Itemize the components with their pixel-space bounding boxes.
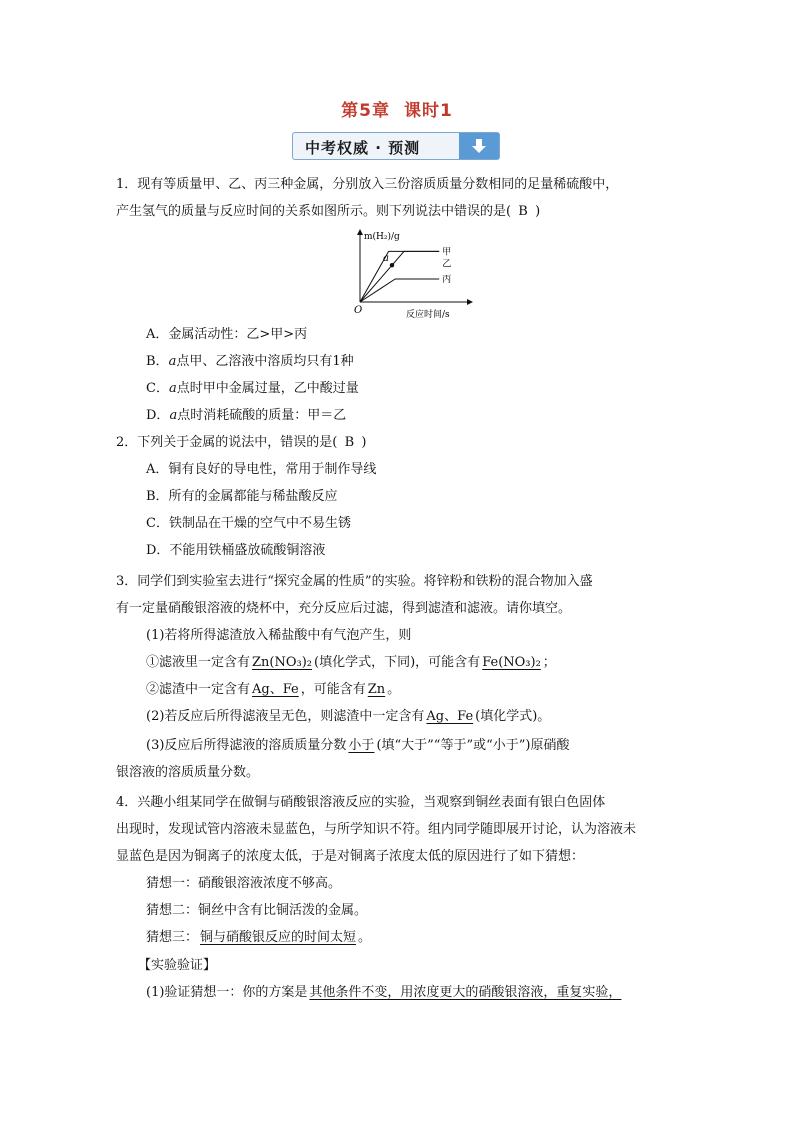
series-label-1: 甲 (442, 247, 452, 258)
q3-part3-line2: 银溶液的溶质质量分数。 (116, 765, 260, 780)
q3-stem-line1: 3．同学们到实验室去进行“探究金属的性质”的实验。将锌粉和铁粉的混合物加入盛 (116, 574, 593, 589)
answer-blank: 铜与硝酸银反应的时间太短 (200, 930, 357, 945)
q1-option-d: D．a点时消耗硫酸的质量：甲＝乙 (146, 408, 347, 423)
hydrogen-chart (340, 226, 480, 322)
lesson-label: 课时1 (404, 101, 453, 121)
answer-blank: Ag、Fe (426, 709, 474, 724)
series-line-3 (360, 279, 439, 302)
q4-guess1: 猜想一：硝酸银溶液浓度不够高。 (146, 876, 342, 891)
point-a (390, 263, 394, 267)
banner-label: 中考权威 · 预测 (305, 139, 421, 157)
q3-stem-line2: 有一定量硝酸银溶液的烧杯中，充分反应后过滤，得到滤渣和滤液。请你填空。 (116, 601, 572, 616)
prediction-banner (292, 132, 500, 160)
q4-guess3: 猜想三： 铜与硝酸银反应的时间太短 。 (146, 930, 372, 945)
x-axis-arrow (467, 299, 473, 305)
q1-option-b: B．a点甲、乙溶液中溶质均只有1种 (146, 354, 354, 369)
y-axis-arrow (357, 229, 363, 235)
q1-answer: B (518, 204, 528, 219)
q1-stem-line1: 1．现有等质量甲、乙、丙三种金属，分别放入三份溶质质量分数相同的足量稀硫酸中， (116, 177, 619, 192)
answer-blank: Zn(NO₃)₂ (252, 655, 313, 670)
q3-part2: (2)若反应后所得滤液呈无色，则滤渣中一定含有 Ag、Fe (填化学式)。 (146, 709, 551, 724)
y-axis-label: m(H₂)/g (364, 232, 400, 242)
answer-blank: 其他条件不变，用浓度更大的硝酸银溶液，重复实验， (309, 985, 622, 1000)
x-axis-label: 反应时间/s (406, 310, 450, 320)
q2-option-c: C．铁制品在干燥的空气中不易生锈 (146, 516, 351, 531)
series-label-3: 丙 (442, 275, 452, 285)
q3-part1b: ②滤渣中一定含有 Ag、Fe ，可能含有 Zn 。 (146, 682, 401, 697)
answer-blank: Fe(NO₃)₂ (482, 655, 541, 670)
page-title (0, 96, 794, 121)
q4-stem-line2: 出现时，发现试管内溶液未显蓝色，与所学知识不符。组内同学随即展开讨论，认为溶液未 (116, 822, 637, 837)
answer-blank: 小于 (348, 738, 375, 753)
q3-part3: (3)反应后所得滤液的溶质质量分数 小于 (填“大于”“等于”或“小于”)原硝酸 (146, 738, 570, 753)
q2-answer: B (344, 435, 355, 450)
q4-verify1: (1)验证猜想一：你的方案是 其他条件不变，用浓度更大的硝酸银溶液，重复实验， (146, 985, 622, 1000)
q2-option-b: B．所有的金属都能与稀盐酸反应 (146, 489, 338, 504)
q4-stem-line3: 显蓝色是因为铜离子的浓度太低，于是对铜离子浓度太低的原因进行了如下猜想： (116, 849, 585, 864)
q3-part1: (1)若将所得滤渣放入稀盐酸中有气泡产生，则 (146, 628, 412, 643)
q2-option-d: D．不能用铁桶盛放硫酸铜溶液 (146, 543, 326, 558)
series-label-2: 乙 (442, 259, 452, 270)
chapter-label: 第5章 (341, 101, 390, 121)
down-arrow-icon (471, 138, 487, 154)
answer-blank: Ag、Fe (252, 682, 299, 697)
q3-part1a: ①滤液里一定含有 Zn(NO₃)₂ (填化学式，下同)，可能含有 Fe(NO₃)₂ ； (146, 655, 556, 670)
q1-option-a: A．金属活动性：乙>甲>丙 (146, 327, 308, 342)
q4-stem-line1: 4．兴趣小组某同学在做铜与硝酸银溶液反应的实验，当观察到铜丝表面有银白色固体 (116, 795, 606, 810)
q2-stem: 2．下列关于金属的说法中，错误的是( B ) (116, 435, 367, 450)
origin-label: O (354, 305, 363, 316)
q4-section-heading: 【实验验证】 (138, 958, 217, 973)
answer-blank: Zn (367, 682, 386, 697)
q4-guess2: 猜想二：铜丝中含有比铜活泼的金属。 (146, 903, 368, 918)
q1-stem-line2: 产生氢气的质量与反应时间的关系如图所示。则下列说法中错误的是( B ) (116, 204, 541, 219)
q1-option-c: C．a点时甲中金属过量，乙中酸过量 (146, 381, 359, 396)
point-a-label: a (383, 253, 389, 265)
q2-option-a: A．铜有良好的导电性，常用于制作导线 (146, 462, 377, 477)
expand-button[interactable] (459, 133, 499, 159)
